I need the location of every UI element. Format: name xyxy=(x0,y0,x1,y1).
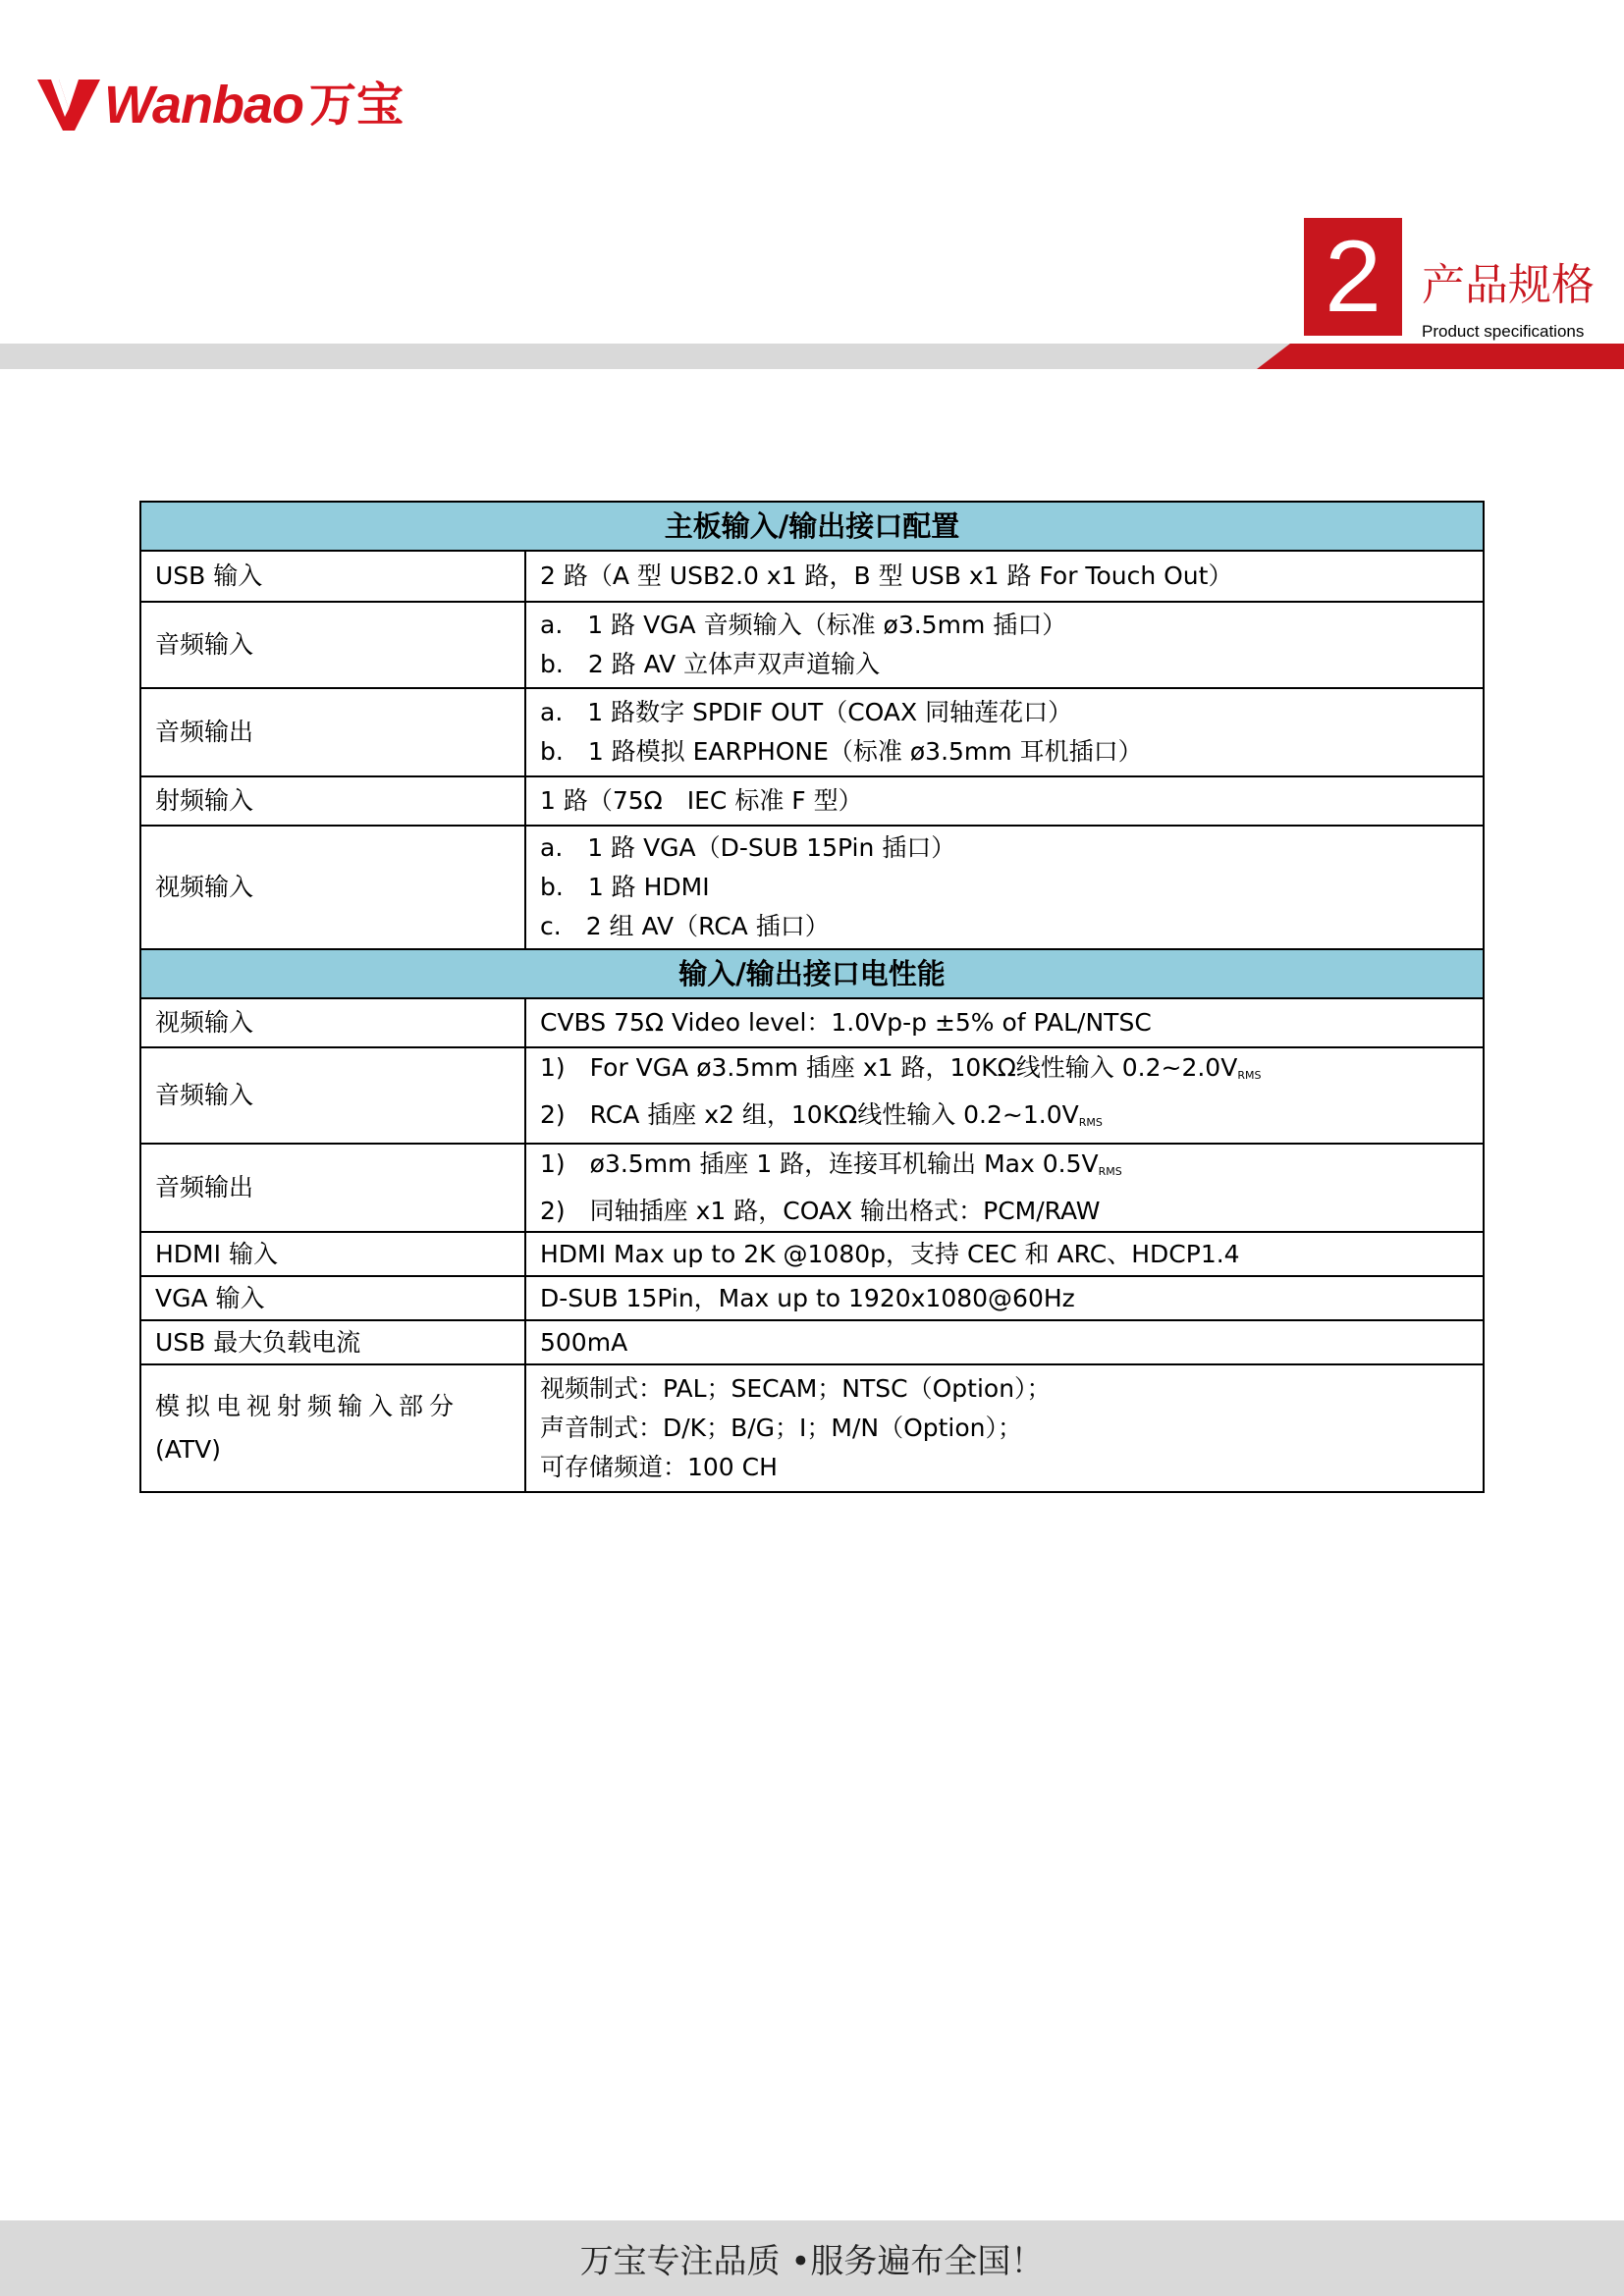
value-line: HDMI Max up to 2K @1080p，支持 CEC 和 ARC、HDCP1.4 xyxy=(540,1239,1240,1268)
value-line: a. 1 路 VGA（D-SUB 15Pin 插口） xyxy=(540,833,956,862)
section-number: 2 xyxy=(1304,218,1402,336)
table-row xyxy=(140,776,1484,826)
value-line: CVBS 75Ω Video level：1.0Vp-p ±5% of PAL/NTSC xyxy=(540,1008,1152,1037)
row-value xyxy=(525,776,1484,826)
value-line: a. 1 路 VGA 音频输入（标准 ø3.5mm 插口） xyxy=(540,611,1067,639)
table-row xyxy=(140,1320,1484,1364)
section-title: 产品规格 xyxy=(1422,260,1595,310)
row-label: USB 输入 xyxy=(140,551,525,602)
value-line: 声音制式：D/K；B/G；I；M/N（Option）； xyxy=(540,1414,1023,1442)
section-heading: 主板输入/输出接口配置 xyxy=(140,502,1484,551)
row-label: VGA 输入 xyxy=(140,1276,525,1320)
value-line: 2) 同轴插座 x1 路，COAX 输出格式：PCM/RAW xyxy=(540,1197,1101,1225)
table-section-header xyxy=(140,502,1484,551)
table-row xyxy=(140,1364,1484,1492)
spec-table xyxy=(139,501,1485,1493)
table-row xyxy=(140,1232,1484,1276)
value-text: 2) RCA 插座 x2 组，10KΩ线性输入 0.2~1.0V xyxy=(540,1100,1079,1129)
brand-name: Wanbao xyxy=(104,76,304,134)
table-row xyxy=(140,1144,1484,1232)
table-row xyxy=(140,551,1484,602)
brand-name-cn: 万宝 xyxy=(309,78,405,133)
row-value xyxy=(525,1047,1484,1144)
value-line: 500mA xyxy=(540,1327,628,1357)
row-label: 音频输入 xyxy=(140,1047,525,1144)
table-row xyxy=(140,602,1484,688)
table-section-header xyxy=(140,949,1484,998)
value-line: 2 路（A 型 USB2.0 x1 路，B 型 USB x1 路 For Touch Out） xyxy=(540,561,1233,590)
value-text: 1) For VGA ø3.5mm 插座 x1 路，10KΩ线性输入 0.2~2.0V xyxy=(540,1053,1238,1082)
value-line xyxy=(540,1145,1469,1192)
value-line: b. 1 路 HDMI xyxy=(540,873,710,901)
value-line: 视频制式：PAL；SECAM；NTSC（Option）； xyxy=(540,1374,1052,1403)
wanbao-logo-icon xyxy=(37,80,100,131)
value-line: b. 2 路 AV 立体声双声道输入 xyxy=(540,650,881,678)
value-line: 1 路（75Ω IEC 标准 F 型） xyxy=(540,786,863,815)
row-value xyxy=(525,1276,1484,1320)
table-row xyxy=(140,1276,1484,1320)
value-line: c. 2 组 AV（RCA 插口） xyxy=(540,912,830,940)
rms-subscript: RMS xyxy=(1237,1069,1262,1082)
table-row xyxy=(140,1047,1484,1144)
row-value xyxy=(525,998,1484,1047)
label-line: 模拟电视射频输入部分 xyxy=(155,1392,460,1420)
row-value xyxy=(525,551,1484,602)
row-label: 音频输出 xyxy=(140,1144,525,1232)
row-value xyxy=(525,688,1484,776)
row-label: 视频输入 xyxy=(140,998,525,1047)
value-line: 可存储频道：100 CH xyxy=(540,1453,778,1481)
row-label: USB 最大负载电流 xyxy=(140,1320,525,1364)
row-label: HDMI 输入 xyxy=(140,1232,525,1276)
row-value xyxy=(525,1232,1484,1276)
table-row xyxy=(140,826,1484,949)
row-label: 音频输入 xyxy=(140,602,525,688)
row-value xyxy=(525,602,1484,688)
section-heading: 输入/输出接口电性能 xyxy=(140,949,1484,998)
value-text: 1) ø3.5mm 插座 1 路，连接耳机输出 Max 0.5V xyxy=(540,1149,1099,1178)
value-line xyxy=(540,1048,1469,1095)
header-accent-stripe xyxy=(1257,344,1624,369)
row-label: 视频输入 xyxy=(140,826,525,949)
rms-subscript: RMS xyxy=(1098,1165,1122,1178)
row-value xyxy=(525,1144,1484,1232)
row-value xyxy=(525,826,1484,949)
value-line xyxy=(540,1095,1469,1143)
value-line: b. 1 路模拟 EARPHONE（标准 ø3.5mm 耳机插口） xyxy=(540,737,1143,766)
section-subtitle: Product specifications xyxy=(1422,322,1585,341)
row-value xyxy=(525,1364,1484,1492)
brand-logo xyxy=(37,76,405,134)
row-value xyxy=(525,1320,1484,1364)
rms-subscript: RMS xyxy=(1078,1116,1103,1129)
value-line: D-SUB 15Pin，Max up to 1920x1080@60Hz xyxy=(540,1283,1075,1312)
table-row xyxy=(140,998,1484,1047)
table-row xyxy=(140,688,1484,776)
row-label: 音频输出 xyxy=(140,688,525,776)
footer-band xyxy=(0,2220,1624,2296)
row-label xyxy=(140,1364,525,1492)
value-line: a. 1 路数字 SPDIF OUT（COAX 同轴莲花口） xyxy=(540,698,1073,726)
label-line: (ATV) xyxy=(155,1435,222,1464)
row-label: 射频输入 xyxy=(140,776,525,826)
footer-slogan: 万宝专注品质 •服务遍布全国！ xyxy=(579,2242,1045,2281)
